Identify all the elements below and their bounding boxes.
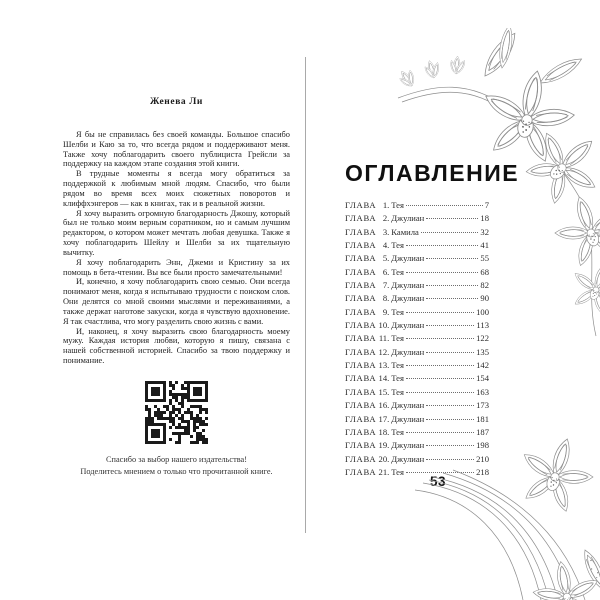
chapter-label: ГЛАВА: [345, 240, 377, 251]
chapter-name: Джулиан: [391, 453, 425, 464]
dot-leader: [406, 205, 483, 206]
table-of-contents: [345, 160, 520, 480]
chapter-label: ГЛАВА: [345, 426, 377, 437]
chapter-label: ГЛАВА: [345, 306, 377, 317]
qr-code: [145, 381, 208, 444]
chapter-page: 41: [480, 240, 489, 251]
chapter-name: Джулиан: [391, 400, 425, 411]
chapter-number: 10.: [378, 320, 390, 331]
dot-leader: [426, 405, 474, 406]
chapter-name: Джулиан: [391, 413, 425, 424]
page-left: [63, 0, 290, 600]
chapter-label: ГЛАВА: [345, 413, 377, 424]
dot-leader: [406, 392, 474, 393]
chapter-name: Тея: [391, 426, 404, 437]
chapter-name: Джулиан: [391, 280, 425, 291]
chapter-number: 9.: [382, 306, 390, 317]
chapter-label: ГЛАВА: [345, 466, 377, 477]
chapter-page: 18: [480, 213, 489, 224]
dot-leader: [426, 419, 474, 420]
author-header: Женева Ли: [149, 97, 204, 107]
chapter-label: ГЛАВА: [345, 400, 377, 411]
dot-leader: [426, 459, 474, 460]
toc-entry: [345, 200, 489, 213]
chapter-number: 19.: [378, 440, 390, 451]
acknowledgments-paragraph: Я хочу поблагодарить Энн, Джеми и Кристину за их помощь в бета-чтении. Вы все были просто замечательными!: [63, 257, 290, 277]
chapter-number: 1.: [382, 200, 390, 210]
chapter-name: Джулиан: [391, 346, 425, 357]
chapter-number: 13.: [378, 360, 390, 371]
qr-caption: [63, 454, 290, 478]
chapter-page: 68: [480, 266, 489, 277]
page-right: [306, 0, 600, 600]
dot-leader: [406, 378, 474, 379]
chapter-number: 15.: [378, 386, 390, 397]
chapter-label: ГЛАВА: [345, 280, 377, 291]
chapter-number: 21.: [378, 466, 390, 477]
chapter-page: 135: [476, 346, 489, 357]
chapter-number: 5.: [382, 253, 390, 264]
chapter-label: ГЛАВА: [345, 320, 377, 331]
chapter-name: Джулиан: [391, 213, 425, 224]
chapter-page: 154: [476, 373, 489, 384]
chapter-label: ГЛАВА: [345, 266, 377, 277]
chapter-label: ГЛАВА: [345, 386, 377, 397]
toc-entry: [345, 454, 489, 467]
chapter-name: Джулиан: [391, 293, 425, 304]
toc-entry: [345, 467, 489, 480]
dot-leader: [406, 245, 478, 246]
chapter-page: 187: [476, 426, 489, 437]
acknowledgments-paragraph: И, конечно, я хочу поблагодарить свою семью. Они всегда понимают меня, когда я испытываю трудности с поиском слов. Они делятся со мной своими мыслями и переживаниями, а также держат наготове закуски, когда я чувствую вдохновение. Я так счастлива, что могу разделить свою жизнь с вами.: [63, 277, 290, 326]
chapter-number: 20.: [378, 453, 390, 464]
chapter-name: Тея: [391, 240, 404, 251]
chapter-label: ГЛАВА: [345, 440, 377, 451]
chapter-number: 17.: [378, 413, 390, 424]
chapter-page: 142: [476, 360, 489, 371]
toc-list: [345, 200, 489, 480]
chapter-label: ГЛАВА: [345, 213, 377, 224]
toc-entry: [345, 440, 489, 453]
chapter-number: 7.: [382, 280, 390, 291]
chapter-number: 11.: [378, 333, 390, 344]
toc-entry: [345, 227, 489, 240]
dot-leader: [421, 232, 479, 233]
chapter-number: 8.: [382, 293, 390, 304]
chapter-name: Тея: [391, 333, 404, 344]
chapter-number: 4.: [382, 240, 390, 251]
chapter-page: 82: [480, 280, 489, 291]
chapter-label: ГЛАВА: [345, 226, 377, 237]
dot-leader: [426, 298, 478, 299]
dot-leader: [406, 272, 478, 273]
chapter-number: 2.: [382, 213, 390, 224]
chapter-name: Тея: [391, 360, 404, 371]
dot-leader: [406, 432, 474, 433]
toc-entry: [345, 333, 489, 346]
chapter-label: ГЛАВА: [345, 200, 377, 210]
toc-entry: [345, 253, 489, 266]
chapter-page: 163: [476, 386, 489, 397]
chapter-name: Джулиан: [391, 253, 425, 264]
dot-leader: [426, 325, 474, 326]
toc-entry: [345, 280, 489, 293]
toc-entry: [345, 360, 489, 373]
dot-leader: [426, 285, 478, 286]
acknowledgments-paragraph: Я хочу выразить огромную благодарность Джошу, который был не только моим верным соратником, но и самым лучшим редактором, о котором может мечтать любая девушка. Также я хочу поблагодарить Шейлу и Шелби за их тщательную вычитку.: [63, 208, 290, 257]
chapter-label: ГЛАВА: [345, 453, 377, 464]
chapter-name: Тея: [391, 306, 404, 317]
toc-entry: [345, 347, 489, 360]
toc-entry: [345, 414, 489, 427]
qr-caption-line2: Поделитесь мнением о только что прочитанной книге.: [80, 466, 273, 476]
toc-entry: [345, 293, 489, 306]
chapter-name: Джулиан: [391, 440, 425, 451]
chapter-page: 218: [476, 466, 489, 477]
toc-entry: [345, 387, 489, 400]
chapter-label: ГЛАВА: [345, 360, 377, 371]
chapter-page: 122: [476, 333, 489, 344]
chapter-page: 181: [476, 413, 489, 424]
chapter-label: ГЛАВА: [345, 373, 377, 384]
chapter-number: 12.: [378, 346, 390, 357]
chapter-number: 16.: [378, 400, 390, 411]
chapter-name: Тея: [391, 466, 404, 477]
acknowledgments-paragraph: В трудные моменты я всегда могу обратиться за поддержкой к любимым мной людям. Спасибо, что были рядом во время всех моих сюжетных поворотов и клиффхэнгеров — как в книгах, так и в реальной жизни.: [63, 169, 290, 208]
chapter-name: Тея: [391, 200, 404, 210]
chapter-page: 90: [480, 293, 489, 304]
toc-entry: [345, 320, 489, 333]
dot-leader: [406, 472, 474, 473]
chapter-page: 55: [480, 253, 489, 264]
toc-entry: [345, 213, 489, 226]
page-number: 53: [430, 474, 447, 489]
acknowledgments-text: [63, 130, 290, 366]
chapter-label: ГЛАВА: [345, 253, 377, 264]
chapter-name: Джулиан: [391, 320, 425, 331]
chapter-label: ГЛАВА: [345, 333, 377, 344]
chapter-number: 6.: [382, 266, 390, 277]
chapter-page: 198: [476, 440, 489, 451]
qr-caption-line1: Спасибо за выбор нашего издательства!: [105, 454, 247, 464]
dot-leader: [406, 312, 474, 313]
dot-leader: [426, 218, 478, 219]
chapter-page: 173: [476, 400, 489, 411]
acknowledgments-paragraph: И, наконец, я хочу выразить свою благодарность моему мужу. Каждая история любви, которую я пишу, связана с нашей собственной историей. Спасибо за твою поддержку и понимание.: [63, 326, 290, 366]
dot-leader: [406, 338, 474, 339]
dot-leader: [426, 445, 474, 446]
dot-leader: [426, 258, 478, 259]
chapter-page: 100: [476, 306, 489, 317]
toc-entry: [345, 427, 489, 440]
toc-title: ОГЛАВЛЕНИЕ: [345, 160, 520, 186]
toc-entry: [345, 307, 489, 320]
dot-leader: [406, 365, 474, 366]
chapter-name: Камила: [391, 226, 419, 237]
dot-leader: [426, 352, 474, 353]
chapter-page: 210: [476, 453, 489, 464]
toc-entry: [345, 240, 489, 253]
chapter-number: 14.: [378, 373, 390, 384]
chapter-name: Тея: [391, 386, 404, 397]
chapter-name: Тея: [391, 373, 404, 384]
toc-entry: [345, 267, 489, 280]
chapter-label: ГЛАВА: [345, 293, 377, 304]
chapter-name: Тея: [391, 266, 404, 277]
chapter-page: 7: [484, 200, 489, 210]
chapter-page: 113: [476, 320, 489, 331]
chapter-number: 3.: [382, 226, 390, 237]
chapter-number: 18.: [378, 426, 390, 437]
toc-entry: [345, 400, 489, 413]
toc-entry: [345, 373, 489, 386]
acknowledgments-paragraph: Я бы не справилась без своей команды. Большое спасибо Шелби и Каю за то, что всегда рядом и поддерживают меня. Также хочу поблагодарить своего публициста Грейсли за поддержку на каждом этапе создания этой книги.: [63, 130, 290, 169]
chapter-label: ГЛАВА: [345, 346, 377, 357]
chapter-page: 32: [480, 226, 489, 237]
